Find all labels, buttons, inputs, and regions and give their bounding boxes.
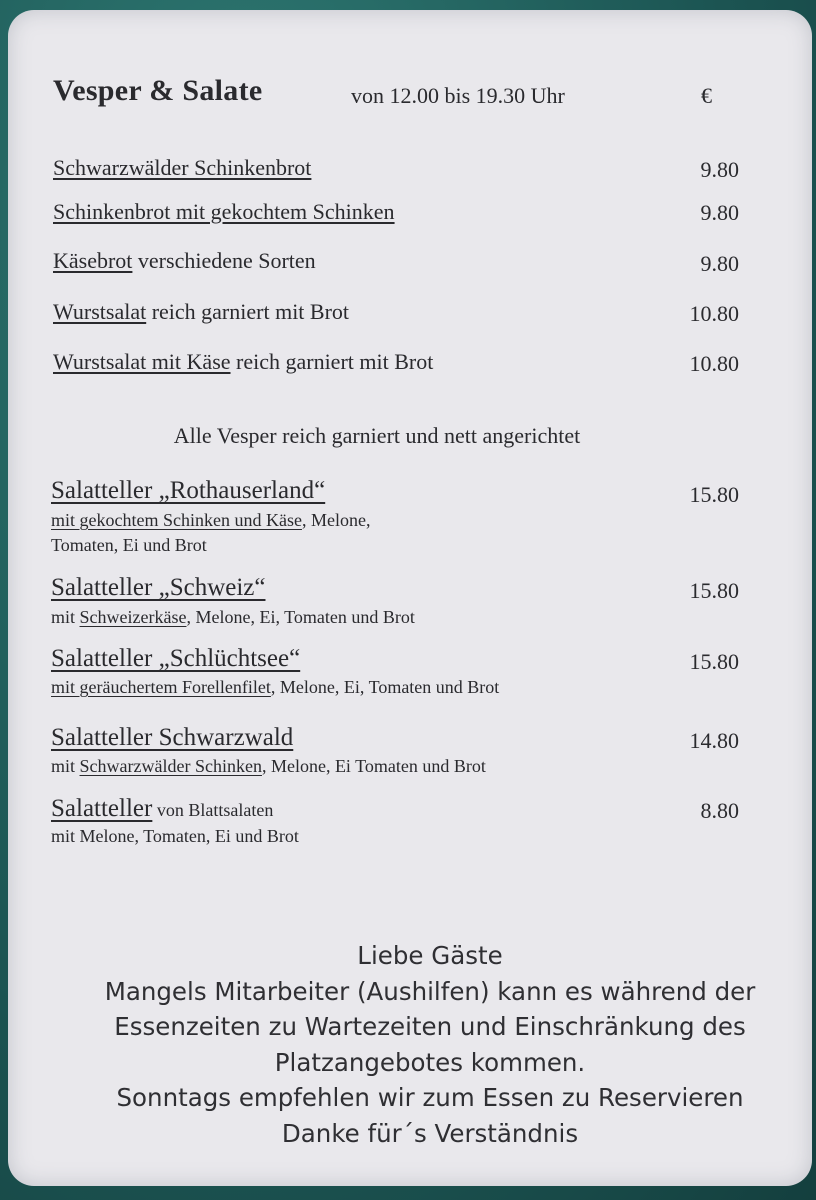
salad-inline-description: von Blattsalaten <box>152 800 274 820</box>
guest-notice <box>8 938 816 1151</box>
salad-description-rest: , Melone, Ei, Tomaten und Brot <box>186 607 415 627</box>
notice-line: Danke für´s Verständnis <box>281 1118 579 1148</box>
salad-description-rest: , Melone, Ei Tomaten und Brot <box>261 756 486 776</box>
item-description: reich garniert mit Brot <box>230 349 434 374</box>
item-name: Wurstsalat mit Käse <box>53 349 231 374</box>
vesper-note: Alle Vesper reich garniert und nett angerichtet <box>173 423 581 448</box>
item-description: verschiedene Sorten <box>132 248 316 273</box>
item-price: 15.80 <box>689 578 739 603</box>
item-name: Käsebrot <box>53 248 133 273</box>
currency-symbol: € <box>701 83 712 108</box>
salad-name: Salatteller <box>51 795 153 822</box>
item-price: 15.80 <box>689 649 739 674</box>
menu-item <box>53 299 349 325</box>
salad-name: Salatteller „Rothauserland“ <box>51 477 326 504</box>
notice-line: Mangels Mitarbeiter (Aushilfen) kann es während der <box>104 976 756 1006</box>
salad-title <box>51 645 300 673</box>
salad-description-main: mit gekochtem Schinken und Käse <box>51 510 302 530</box>
item-name: Wurstsalat <box>53 299 147 324</box>
menu-item <box>53 199 395 225</box>
salad-description-main: mit geräuchertem Forellenfilet <box>51 677 271 697</box>
salad-description-main: Schweizerkäse <box>79 607 187 627</box>
item-price: 14.80 <box>689 728 739 753</box>
menu-item <box>53 248 316 274</box>
item-price: 8.80 <box>700 798 739 823</box>
item-price: 9.80 <box>700 200 739 225</box>
item-name: Schinkenbrot mit gekochtem Schinken <box>53 199 395 224</box>
notice-line: Essenzeiten zu Wartezeiten und Einschränkung des <box>114 1012 746 1041</box>
item-price: 9.80 <box>700 157 739 182</box>
notice-line: Sonntags empfehlen wir zum Essen zu Reservieren <box>116 1083 744 1112</box>
salad-description-prefix: mit <box>51 756 80 776</box>
item-price: 10.80 <box>689 351 739 376</box>
item-price: 10.80 <box>689 301 739 326</box>
salad-description-rest: , Melone, <box>301 510 371 530</box>
salad-description-prefix: mit <box>51 607 80 627</box>
salad-name: Salatteller Schwarzwald <box>51 724 294 751</box>
salad-description <box>51 756 486 777</box>
item-description: reich garniert mit Brot <box>146 299 350 324</box>
salad-title <box>51 724 293 752</box>
opening-hours: von 12.00 bis 19.30 Uhr <box>351 83 565 108</box>
menu-item <box>53 155 311 181</box>
salad-name: Salatteller „Schweiz“ <box>51 574 266 601</box>
salad-description-main: Schwarzwälder Schinken <box>79 756 262 776</box>
salad-name: Salatteller „Schlüchtsee“ <box>51 645 301 672</box>
salad-title <box>51 795 273 823</box>
salad-description <box>51 677 499 698</box>
salad-description <box>51 607 415 628</box>
notice-greeting: Liebe Gäste <box>357 941 503 970</box>
item-name: Schwarzwälder Schinkenbrot <box>53 155 312 180</box>
menu-item <box>53 349 433 375</box>
item-price: 15.80 <box>689 482 739 507</box>
salad-description-line2: Tomaten, Ei und Brot <box>51 535 207 555</box>
salad-description: mit Melone, Tomaten, Ei und Brot <box>51 826 299 846</box>
section-title: Vesper & Salate <box>53 74 263 107</box>
salad-title <box>51 477 325 505</box>
menu-card <box>8 10 812 1186</box>
item-price: 9.80 <box>700 251 739 276</box>
salad-description-rest: , Melone, Ei, Tomaten und Brot <box>270 677 500 697</box>
salad-title <box>51 574 265 602</box>
notice-line: Platzangebotes kommen. <box>274 1047 586 1077</box>
salad-description <box>51 510 370 531</box>
